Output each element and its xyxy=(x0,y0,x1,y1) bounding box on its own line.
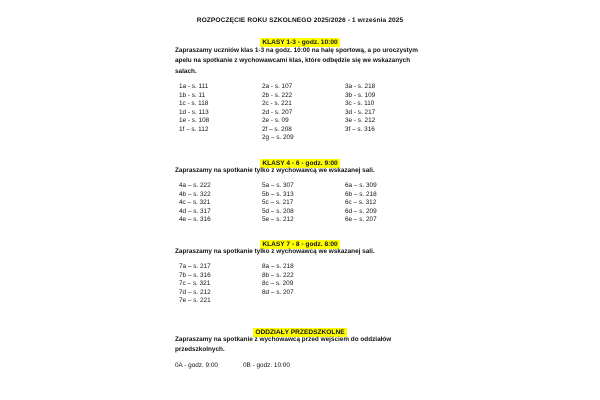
section-text-klasy-7-8: Zapraszamy na spotkanie tylko z wychowawcą we wskazanej sali. xyxy=(175,248,375,255)
list-item: 1c - s. 118 xyxy=(179,100,209,107)
list-item: 3f – s. 316 xyxy=(345,125,375,133)
section-heading-klasy-7-8: KLASY 7 - 8 - godz. 8:00 xyxy=(262,241,338,248)
list-item: 1e - s. 108 xyxy=(179,117,210,124)
room-list-grade-4 xyxy=(179,182,211,225)
room-list-grade-8 xyxy=(262,263,294,297)
list-item: 2g – s. 209 xyxy=(262,134,294,141)
room-list-grade-6 xyxy=(345,182,377,225)
list-item: 8a – s. 218 xyxy=(262,263,294,270)
list-item: 3c - s. 110 xyxy=(345,100,375,107)
list-item: 3d - s. 217 xyxy=(345,108,376,116)
list-item: 2a - s. 107 xyxy=(262,83,293,90)
list-item: 6e – s. 207 xyxy=(345,216,377,223)
list-item: 6d – s. 209 xyxy=(345,207,377,215)
section-heading-preschool: ODDZIAŁY PRZEDSZKOLNE xyxy=(255,329,345,336)
room-list-grade-5 xyxy=(262,182,294,225)
room-list-grade-1 xyxy=(179,83,209,134)
section-text-preschool: Zapraszamy na spotkanie z wychowawcą przed wejściem do oddziałów przedszkolnych. xyxy=(175,336,392,354)
section-text-klasy-4-6: Zapraszamy na spotkanie tylko z wychowawcą we wskazanej sali. xyxy=(175,167,375,174)
list-item: 7b – s. 316 xyxy=(179,271,211,279)
list-item: 2d - s. 207 xyxy=(262,108,293,116)
list-item: 2c - s. 221 xyxy=(262,100,292,107)
list-item: 7e – s. 221 xyxy=(179,297,211,304)
list-item: 8d – s. 207 xyxy=(262,288,294,296)
list-item: 1d - s. 113 xyxy=(179,108,209,116)
list-item: 7d – s. 212 xyxy=(179,288,211,296)
list-item: 8c – s. 209 xyxy=(262,280,294,287)
list-item: 7a – s. 217 xyxy=(179,263,211,270)
list-item: 5a – s. 307 xyxy=(262,182,294,189)
section-text-klasy-1-3: Zapraszamy uczniów klas 1-3 na godz. 10:00 na halę sportową, a po uroczystym apelu na spotkanie z wychowawcami klas, które odbędzie się we wskazanych salach. xyxy=(175,47,418,75)
list-item: 6b – s. 218 xyxy=(345,190,377,198)
preschool-time-0b: 0B - godz. 10:00 xyxy=(243,362,290,369)
list-item: 4b – s. 322 xyxy=(179,190,211,198)
list-item: 8b – s. 222 xyxy=(262,271,294,279)
list-item: 4d – s. 317 xyxy=(179,207,211,215)
room-list-grade-3 xyxy=(345,83,375,134)
list-item: 2b - s. 222 xyxy=(262,91,293,99)
list-item: 5b – s. 313 xyxy=(262,190,294,198)
list-item: 5c – s. 217 xyxy=(262,199,294,206)
list-item: 5e – s. 212 xyxy=(262,216,294,223)
list-item: 2e - s. 09 xyxy=(262,117,289,124)
list-item: 7c – s. 321 xyxy=(179,280,211,287)
list-item: 4c – s. 321 xyxy=(179,199,211,206)
list-item: 3e - s. 212 xyxy=(345,117,376,124)
list-item: 6a – s. 309 xyxy=(345,182,377,189)
preschool-time-0a: 0A - godz. 9:00 xyxy=(175,362,218,369)
room-list-grade-7 xyxy=(179,263,211,306)
list-item: 1b - s. 11 xyxy=(179,91,206,99)
section-heading-klasy-4-6: KLASY 4 - 6 - godz. 9:00 xyxy=(262,160,338,167)
list-item: 4e – s. 316 xyxy=(179,216,211,223)
list-item: 1a - s. 111 xyxy=(179,83,209,90)
list-item: 5d – s. 208 xyxy=(262,207,294,215)
list-item: 2f – s. 208 xyxy=(262,125,292,133)
list-item: 1f – s. 112 xyxy=(179,125,209,133)
list-item: 4a – s. 222 xyxy=(179,182,211,189)
section-heading-klasy-1-3: KLASY 1-3 - godz. 10:00 xyxy=(262,39,338,46)
document-title: ROZPOCZĘCIE ROKU SZKOLNEGO 2025/2026 - 1 września 2025 xyxy=(196,17,404,24)
list-item: 6c – s. 312 xyxy=(345,199,377,206)
list-item: 3b - s. 109 xyxy=(345,91,376,99)
list-item: 3a - s. 218 xyxy=(345,83,376,90)
room-list-grade-2 xyxy=(262,83,294,143)
